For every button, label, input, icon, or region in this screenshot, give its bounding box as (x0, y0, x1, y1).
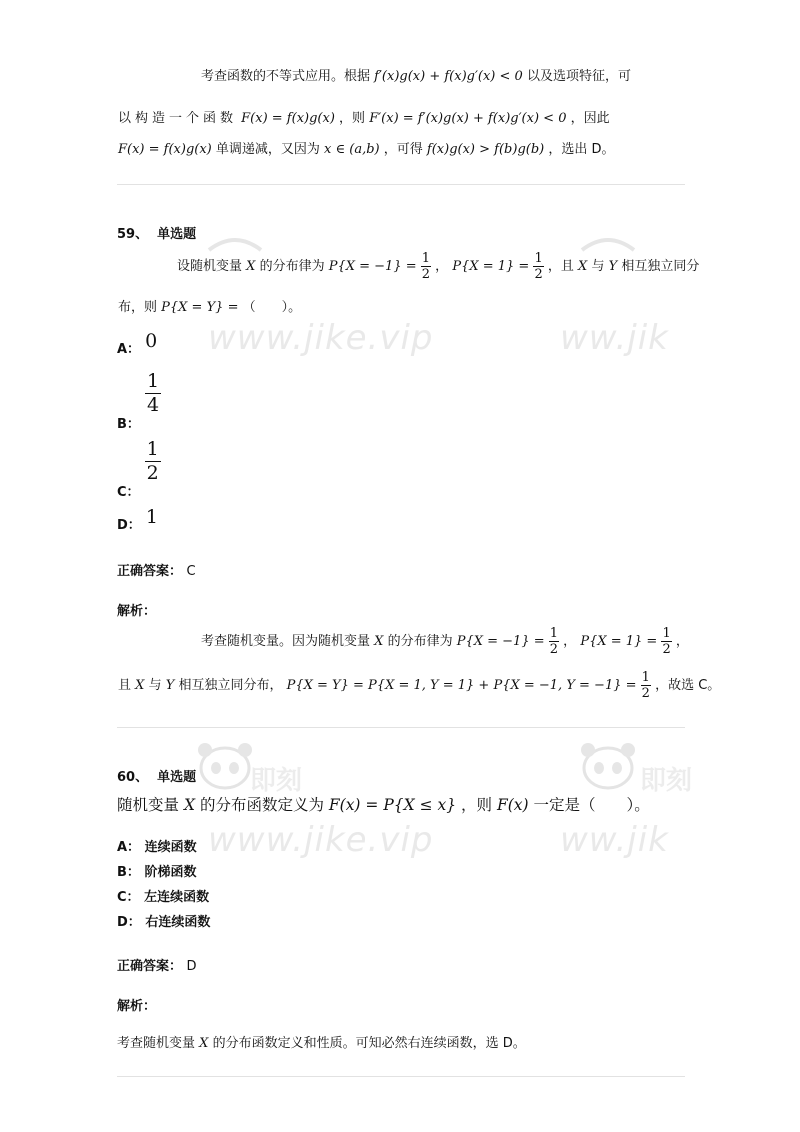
divider (117, 727, 685, 728)
question-header: 59、 单选题 (117, 227, 197, 242)
fraction: $\frac{1}{2}$ (549, 626, 559, 657)
question-header: 60、 单选题 (117, 770, 197, 785)
analysis-line2: 且 X 与 Y 相互独立同分布， P{X = Y} = P{X = 1, Y = 1} + P{X = −1, Y = −1} = $\frac{1}{2}$ ，故选 C。 (118, 670, 721, 701)
question-stem-line1: 设随机变量 X 的分布律为 P{X = −1} = $\frac{1}{2}$ ， P{X = 1} = $\frac{1}{2}$ ，且 X 与 Y 相互独立同分 (177, 251, 700, 282)
analysis-line1: 考查随机变量。因为随机变量 X 的分布律为 P{X = −1} = $\frac{1}{2}$ ， P{X = 1} = $\frac{1}{2}$ ， (201, 626, 689, 657)
watermark-cn: 即刻 (640, 766, 693, 796)
question-stem: 随机变量 X 的分布函数定义为 F(x) = P{X ≤ x} ，则 F(x) 一定是（ ）。 (117, 796, 650, 814)
option-a[interactable]: A： 连续函数 (117, 840, 197, 855)
option-c[interactable]: C： 左连续函数 (117, 890, 210, 905)
watermark-text: www.jike.vip (208, 318, 434, 358)
option-d[interactable]: D： 1 (117, 506, 158, 533)
prev-explanation-line3: F(x) = f(x)g(x) 单调递减，又因为 x ∈ (a,b) ，可得 f(x)g(x) > f(b)g(b) ，选出 D。 (118, 142, 615, 157)
option-value: 1 (145, 506, 158, 528)
watermark-text: ww.jik (560, 820, 669, 860)
analysis-label: 解析： (117, 604, 157, 619)
formula: x ∈ (a,b) (324, 142, 380, 157)
panda-logo-watermark (205, 232, 265, 252)
option-b[interactable]: B： 阶梯函数 (117, 865, 197, 880)
correct-answer: 正确答案： C (117, 564, 196, 579)
option-b[interactable]: $_{B:}$ $\frac{1}{4}$ (117, 370, 160, 432)
prev-explanation-line1: 考查函数的不等式应用。根据 f′(x)g(x) + f(x)g′(x) < 0 以及选项特征，可 (201, 69, 631, 84)
watermark-text: ww.jik (560, 318, 669, 358)
panda-logo-watermark (578, 738, 638, 792)
question-stem-line2: 布，则 P{X = Y} = （ ）。 (118, 300, 302, 315)
formula: F(x) = f(x)g(x) (118, 142, 212, 157)
fraction: $\frac{1}{2}$ (421, 251, 431, 282)
option-a[interactable]: A： 0 (117, 330, 158, 357)
formula: f′(x)g(x) + f(x)g′(x) < 0 (374, 69, 523, 84)
option-d[interactable]: D： 右连续函数 (117, 915, 211, 930)
fraction: $\frac{1}{2}$ (534, 251, 543, 282)
prev-explanation-line2: 以构造一个函数 F(x) = f(x)g(x) ，则 F′(x) = f′(x)g(x) + f(x)g′(x) < 0 ，因此 (118, 111, 610, 126)
analysis-label: 解析： (117, 999, 157, 1014)
formula: F(x) = f(x)g(x) (241, 111, 335, 126)
analysis-text: 考查随机变量 X 的分布函数定义和性质。可知必然右连续函数，选 D。 (117, 1036, 526, 1051)
panda-logo-watermark (195, 738, 255, 792)
formula: f(x)g(x) > f(b)g(b) (426, 142, 545, 157)
watermark-text: www.jike.vip (208, 820, 434, 860)
option-fraction: $\frac{1}{4}$ (147, 370, 160, 416)
correct-answer: 正确答案： D (117, 959, 197, 974)
option-fraction: $\frac{1}{2}$ (146, 438, 159, 484)
divider (117, 1076, 685, 1077)
divider (117, 184, 685, 185)
formula: F′(x) = f′(x)g(x) + f(x)g′(x) < 0 (369, 111, 567, 126)
fraction: $\frac{1}{2}$ (641, 670, 650, 701)
fraction: $\frac{1}{2}$ (662, 626, 671, 657)
option-value: 0 (145, 330, 158, 352)
option-c[interactable]: $_{C:}$ $\frac{1}{2}$ (117, 438, 159, 500)
watermark-cn: 即刻 (250, 766, 303, 796)
panda-logo-watermark (578, 232, 638, 252)
